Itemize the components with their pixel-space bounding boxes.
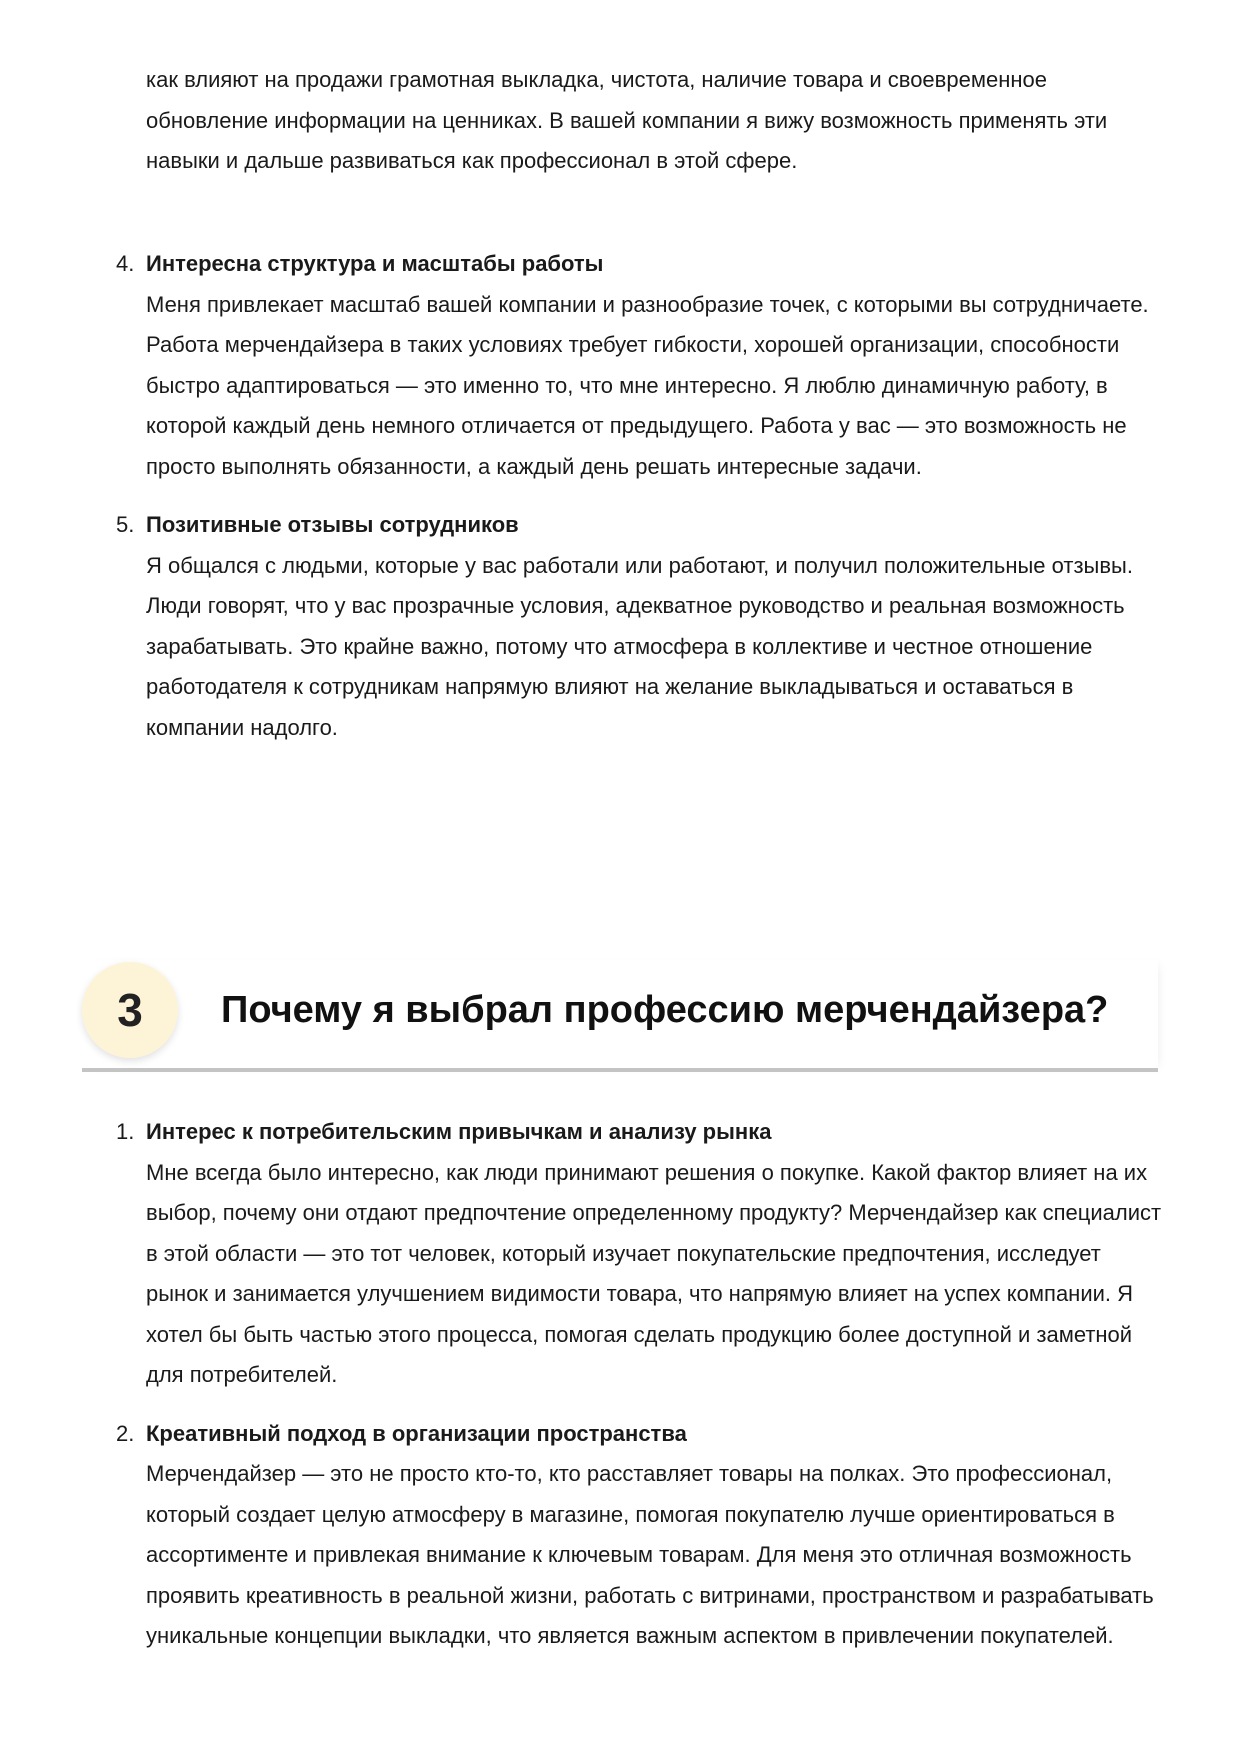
list-item-number: 5. — [116, 512, 135, 537]
list-item-text: Я общался с людьми, которые у вас работали или работают, и получил положительные отзывы. Люди говорят, что у вас прозрачные условия, адекватное руководство и реальная возможность зарабатывать. Это крайне важно, потому что атмосфера в коллективе и честное отношение работодателя к сотрудникам напрямую влияют на желание выкладываться и оставаться в компании надолго. — [146, 552, 1133, 740]
list-item-text: Мерчендайзер — это не просто кто-то, кто расставляет товары на полках. Это профессионал, который создает целую атмосферу в магазине, помогая покупателю лучше ориентироваться в ассортименте и привлекая внимание к ключевым товарам. Для меня это отличная возможность проявить креативность в реальной жизни, работать с витринами, пространством и разрабатывать уникальные концепции выкладки, что является важным аспектом в привлечении покупателей. — [146, 1461, 1154, 1648]
reasons-list-section-3 — [116, 1112, 1166, 1675]
list-item-number: 1. — [116, 1119, 135, 1144]
list-item-text: Мне всегда было интересно, как люди принимают решения о покупке. Какой фактор влияет на их выбор, почему они отдают предпочтение определенному продукту? Мерчендайзер как специалист в этой области — это тот человек, который изучает покупательские предпочтения, исследует рынок и занимается улучшением видимости товара, что напрямую влияет на успех компании. Я хотел бы быть частью этого процесса, помогая сделать продукцию более доступной и заметной для потребителей. — [146, 1159, 1162, 1387]
section-title: Почему я выбрал профессию мерчендайзера? — [221, 989, 1109, 1031]
list-item — [116, 505, 1166, 748]
list-item-title: Позитивные отзывы сотрудников — [146, 512, 519, 537]
reasons-list-previous — [116, 244, 1166, 766]
list-item-title: Интерес к потребительским привычкам и анализу рынка — [146, 1119, 772, 1144]
list-item — [116, 1414, 1166, 1657]
list-item — [116, 1112, 1166, 1396]
list-item-number: 2. — [116, 1420, 135, 1446]
section-header — [82, 960, 1158, 1072]
list-item — [116, 244, 1166, 487]
list-item-title: Интересна структура и масштабы работы — [146, 251, 604, 276]
list-item-text: Меня привлекает масштаб вашей компании и разнообразие точек, с которыми вы сотрудничаете. Работа мерчендайзера в таких условиях требует гибкости, хорошей организации, способности быстро адаптироваться — это именно то, что мне интересно. Я люблю динамичную работу, в которой каждый день немного отличается от предыдущего. Работа у вас — это возможность не просто выполнять обязанности, а каждый день решать интересные задачи. — [146, 291, 1149, 479]
section-number-badge: 3 — [82, 962, 178, 1058]
continuation-paragraph: как влияют на продажи грамотная выкладка, чистота, наличие товара и своевременное обновление информации на ценниках. В вашей компании я вижу возможность применять эти навыки и дальше развиваться как профессионал в этой сфере. — [146, 67, 1108, 173]
list-item-number: 4. — [116, 251, 135, 276]
list-item-title: Креативный подход в организации пространства — [146, 1420, 687, 1446]
